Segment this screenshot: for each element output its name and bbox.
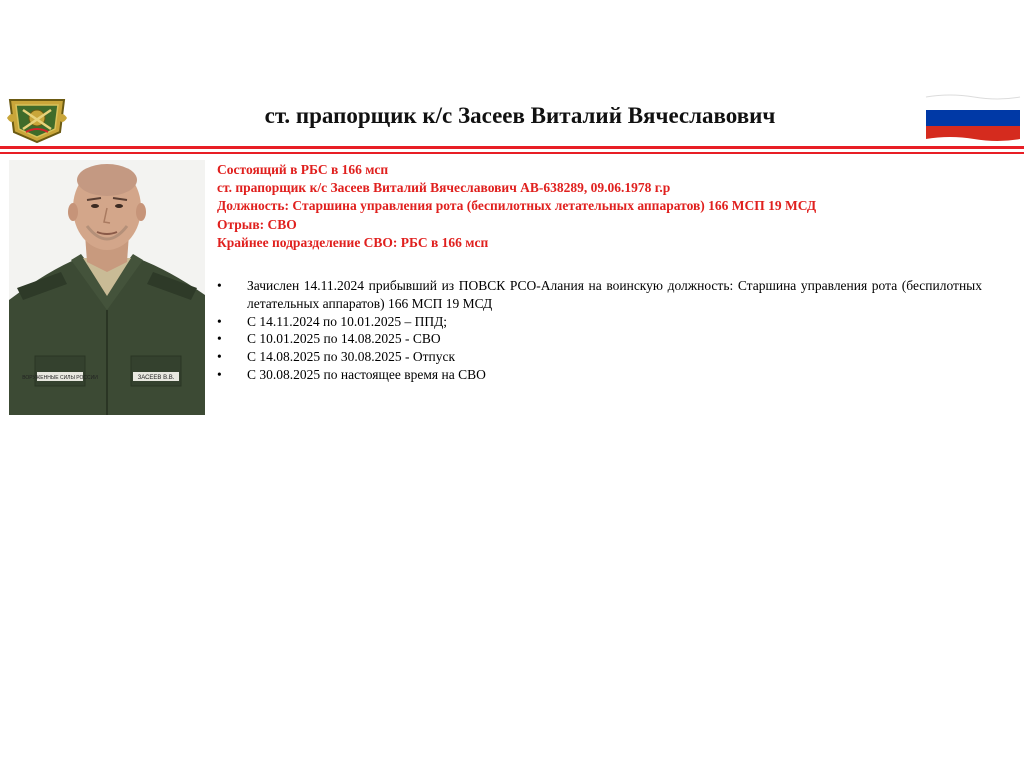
info-line-status: Состоящий в РБС в 166 мсп	[217, 162, 389, 177]
russian-flag-icon	[922, 93, 1024, 143]
badge-left: ВОРУЖЕННЫЕ СИЛЫ РОССИИ	[22, 375, 98, 381]
list-item: • С 30.08.2025 по настоящее время на СВО	[217, 366, 486, 382]
bullet-icon: •	[217, 331, 222, 347]
portrait-photo	[9, 160, 205, 415]
bullet-icon: •	[217, 366, 222, 382]
bullet-icon: •	[217, 349, 222, 365]
info-block	[217, 161, 997, 252]
header-rule-bottom	[0, 152, 1024, 154]
service-history-list	[217, 277, 982, 384]
list-item: • Зачислен 14.11.2024 прибывший из ПОВСК РСО-Алания на воинскую должность: Старшина управления рота (беспилотных летательных аппаратов) 166 МСП 19 МСД	[217, 278, 982, 311]
info-line-detachment: Отрыв: СВО	[217, 216, 297, 232]
list-item: • С 14.11.2024 по 10.01.2025 – ППД;	[217, 313, 448, 329]
bullet-icon: •	[217, 313, 222, 329]
bullet-icon: •	[217, 278, 222, 293]
header-rule-top	[0, 146, 1024, 149]
unit-emblem-icon	[6, 96, 68, 144]
info-line-last-unit: Крайнее подразделение СВО: РБС в 166 мсп	[217, 234, 489, 250]
list-item: • С 14.08.2025 по 30.08.2025 - Отпуск	[217, 349, 456, 365]
list-item: • С 10.01.2025 по 14.08.2025 - СВО	[217, 331, 441, 347]
info-line-position: Должность: Старшина управления рота (беспилотных летательных аппаратов) 166 МСП 19 МСД	[217, 198, 817, 214]
badge-right: ЗАСЕЕВ В.В.	[137, 375, 175, 381]
info-line-identity: ст. прапорщик к/с Засеев Виталий Вячеславович АВ-638289, 09.06.1978 г.р	[217, 180, 671, 196]
page-title: ст. прапорщик к/с Засеев Виталий Вячеславович	[264, 103, 776, 128]
